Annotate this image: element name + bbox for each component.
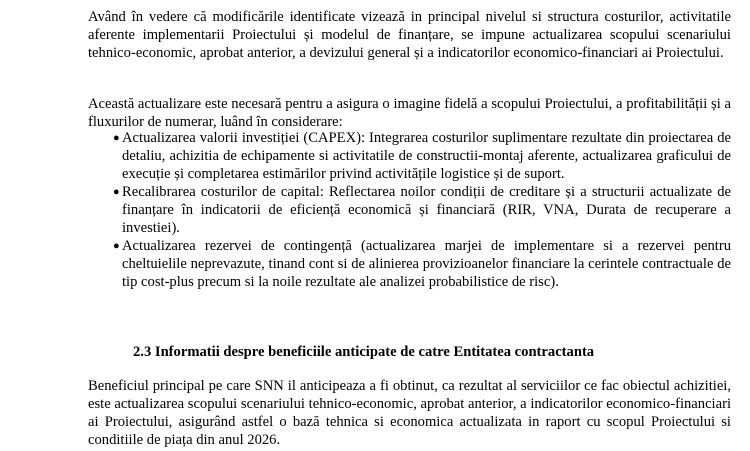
bullet-icon: ● — [113, 240, 120, 252]
paragraph-update-necessity: Această actualizare este necesară pentru a asigura o imagine fidelă a scopului Proiectului, a profitabilității și a fluxurilor de numerar, luând în considerare: — [88, 96, 731, 130]
paragraph-scope-update: Având în vedere că modificările identificate vizează in principal nivelul si structura costurilor, activitatile aferente implementarii Proiectului și modelul de finanțare, se impune actualizarea scopului scenariului tehnico-economic, aprobat anterior, a devizului general și a indicatorilor economico-financiari ai Proiectului. — [88, 9, 731, 61]
list-item — [114, 129, 731, 183]
paragraph-benefits: Beneficiul principal pe care SNN il anticipeaza a fi obtinut, ca rezultat al serviciilor ce fac obiectul achizitiei, este actualizarea scopului scenariului tehnico-economic, aprobat anterior, a indicatorilor economico-financiari ai Proiectului, asigurând astfel o bază tehnica si economica actualizata in raport cu scopul Proiectului si conditiile de piața din anul 2026. — [88, 378, 731, 448]
list-item-text: Actualizarea valorii investiției (CAPEX): Integrarea costurilor suplimentare rezultate din proiectarea de detaliu, achizitia de echipamente si activitatile de constructii-montaj aferente, actualizarea graficului de execuție și completarea estimărilor privind activitățile logistice și de suport. — [122, 130, 731, 182]
bullet-icon: ● — [113, 186, 120, 198]
list-item — [114, 237, 731, 291]
list-item-text: Recalibrarea costurilor de capital: Reflectarea noilor condiții de creditare și a structurii actualizate de finanțare în indicatorii de eficiență economică și financiară (RIR, VNA, Durata de recuperare a investiei). — [122, 184, 731, 236]
bullet-icon: ● — [113, 132, 120, 144]
section-heading: 2.3 Informatii despre beneficiile anticipate de catre Entitatea contractanta — [133, 344, 595, 360]
considerations-list — [114, 129, 731, 291]
list-item-text: Actualizarea rezervei de contingență (actualizarea marjei de implementare si a rezervei pentru cheltuielile neprevazute, tinand cont si de alinierea provizioanelor financiare la cerintele contractuale de tip cost-plus precum si la noile rezultate ale analizei probabilistice de risc). — [122, 238, 731, 290]
list-item — [114, 183, 731, 237]
